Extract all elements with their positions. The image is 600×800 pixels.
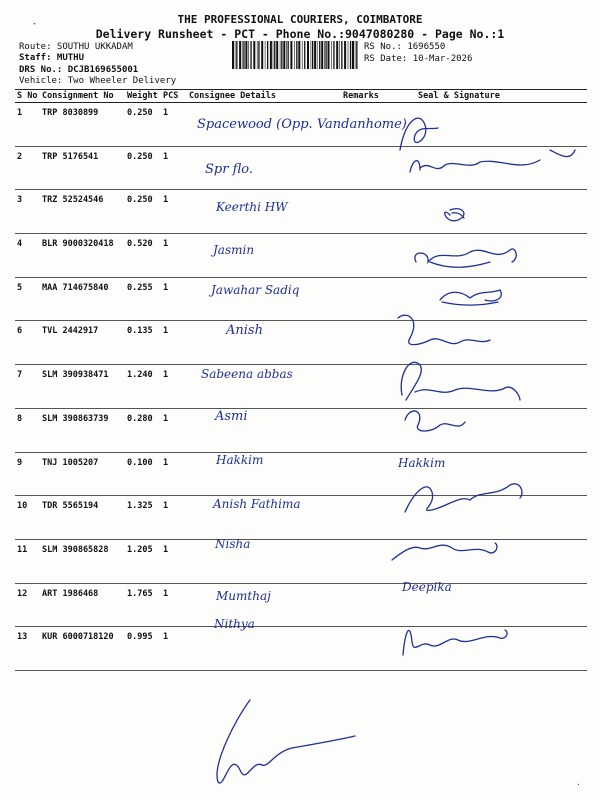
handwritten-signature-12: Deepika <box>402 580 452 594</box>
col-sno: S No <box>15 90 40 103</box>
row-remarks <box>341 408 396 452</box>
bottom-signature <box>217 700 355 783</box>
row-pcs: 1 <box>161 234 187 278</box>
row-consignment: TRP 8030899 <box>40 103 125 147</box>
table-row <box>15 146 587 190</box>
corner-mark: ・ <box>30 20 40 30</box>
table-row <box>15 496 587 540</box>
row-weight: 1.325 <box>125 496 161 540</box>
handwritten-signature-9: Hakkim <box>398 456 446 470</box>
handwritten-consignee-4: Jasmin <box>213 243 255 257</box>
row-pcs: 1 <box>161 496 187 540</box>
row-remarks <box>341 321 396 365</box>
row-pcs: 1 <box>161 190 187 234</box>
table-row <box>15 583 587 627</box>
handwritten-consignee-7: Sabeena abbas <box>201 367 293 381</box>
col-remarks: Remarks <box>341 90 396 103</box>
col-pcs: PCS <box>161 90 187 103</box>
row-consignment: SLM 390865828 <box>40 539 125 583</box>
barcode-image <box>232 41 359 69</box>
row-consignee <box>187 539 341 583</box>
table-row <box>15 190 587 234</box>
row-remarks <box>341 627 396 671</box>
table-row <box>15 627 587 671</box>
row-sno: 9 <box>15 452 40 496</box>
row-consignment: MAA 714675840 <box>40 277 125 321</box>
col-weight: Weight <box>125 90 161 103</box>
row-signature <box>396 277 587 321</box>
handwritten-consignee-10: Anish Fathima <box>213 497 301 511</box>
table-row <box>15 539 587 583</box>
row-pcs: 1 <box>161 103 187 147</box>
runsheet-table <box>15 89 587 671</box>
row-signature <box>396 496 587 540</box>
table-row <box>15 408 587 452</box>
row-pcs: 1 <box>161 539 187 583</box>
staff-label: Staff: MUTHU <box>19 53 85 63</box>
row-pcs: 1 <box>161 627 187 671</box>
row-signature <box>396 321 587 365</box>
row-consignment: TRZ 52524546 <box>40 190 125 234</box>
row-consignee <box>187 321 341 365</box>
row-remarks <box>341 452 396 496</box>
row-consignment: TNJ 1005207 <box>40 452 125 496</box>
row-weight: 1.205 <box>125 539 161 583</box>
row-weight: 0.255 <box>125 277 161 321</box>
row-consignment: TDR 5565194 <box>40 496 125 540</box>
row-remarks <box>341 583 396 627</box>
row-signature <box>396 408 587 452</box>
row-remarks <box>341 496 396 540</box>
row-weight: 0.250 <box>125 190 161 234</box>
row-remarks <box>341 190 396 234</box>
table-header-row <box>15 90 587 103</box>
row-signature <box>396 234 587 278</box>
company-title: THE PROFESSIONAL COURIERS, COIMBATORE <box>177 13 423 26</box>
col-consignee: Consignee Details <box>187 90 341 103</box>
row-consignment: BLR 9000320418 <box>40 234 125 278</box>
row-pcs: 1 <box>161 321 187 365</box>
handwritten-consignee-6: Anish <box>226 323 263 338</box>
corner-dot: . <box>576 778 581 787</box>
row-sno: 8 <box>15 408 40 452</box>
row-weight: 0.100 <box>125 452 161 496</box>
table-row <box>15 321 587 365</box>
row-consignment: ART 1986468 <box>40 583 125 627</box>
row-remarks <box>341 146 396 190</box>
handwritten-consignee-12: Mumthaj <box>216 589 271 603</box>
rs-number: RS No.: 1696550 <box>364 42 446 52</box>
handwritten-consignee-2: Spr flo. <box>205 162 253 177</box>
row-consignee <box>187 408 341 452</box>
handwritten-consignee-13: Nithya <box>214 617 255 631</box>
row-weight: 1.765 <box>125 583 161 627</box>
row-signature <box>396 627 587 671</box>
row-remarks <box>341 277 396 321</box>
row-signature <box>396 103 587 147</box>
row-sno: 2 <box>15 146 40 190</box>
row-consignment: KUR 6000718120 <box>40 627 125 671</box>
table-row <box>15 277 587 321</box>
row-weight: 0.135 <box>125 321 161 365</box>
route-label: Route: SOUTHU UKKADAM <box>19 42 133 52</box>
handwritten-consignee-8: Asmi <box>215 409 248 424</box>
row-consignee <box>187 627 341 671</box>
row-signature <box>396 365 587 409</box>
handwritten-consignee-11: Nisha <box>215 537 251 551</box>
row-weight: 0.280 <box>125 408 161 452</box>
row-pcs: 1 <box>161 277 187 321</box>
rs-date: RS Date: 10-Mar-2026 <box>364 54 473 64</box>
col-consignment: Consignment No <box>40 90 125 103</box>
row-sno: 3 <box>15 190 40 234</box>
row-sno: 1 <box>15 103 40 147</box>
drs-number: DRS No.: DCJB169655001 <box>19 65 139 75</box>
handwritten-consignee-3: Keerthi HW <box>216 200 288 214</box>
row-signature <box>396 146 587 190</box>
row-sno: 11 <box>15 539 40 583</box>
row-weight: 0.520 <box>125 234 161 278</box>
table-row <box>15 365 587 409</box>
row-pcs: 1 <box>161 583 187 627</box>
row-weight: 0.995 <box>125 627 161 671</box>
row-pcs: 1 <box>161 408 187 452</box>
row-signature <box>396 539 587 583</box>
row-pcs: 1 <box>161 452 187 496</box>
vehicle-label: Vehicle: Two Wheeler Delivery <box>19 76 177 86</box>
row-remarks <box>341 539 396 583</box>
row-sno: 5 <box>15 277 40 321</box>
row-weight: 1.240 <box>125 365 161 409</box>
row-consignment: TRP 5176541 <box>40 146 125 190</box>
table-row <box>15 452 587 496</box>
row-sno: 4 <box>15 234 40 278</box>
row-weight: 0.250 <box>125 103 161 147</box>
row-remarks <box>341 234 396 278</box>
handwritten-consignee-1: Spacewood (Opp. Vandanhome) <box>197 117 407 132</box>
row-sno: 10 <box>15 496 40 540</box>
row-sno: 7 <box>15 365 40 409</box>
table-row <box>15 234 587 278</box>
row-consignee <box>187 452 341 496</box>
row-signature <box>396 190 587 234</box>
row-consignment: SLM 390863739 <box>40 408 125 452</box>
row-sno: 12 <box>15 583 40 627</box>
handwritten-consignee-9: Hakkim <box>216 453 264 467</box>
row-consignment: TVL 2442917 <box>40 321 125 365</box>
runsheet-title: Delivery Runsheet - PCT - Phone No.:9047080280 - Page No.:1 <box>95 27 505 41</box>
row-pcs: 1 <box>161 146 187 190</box>
handwritten-consignee-5: Jawahar Sadiq <box>211 283 300 297</box>
row-remarks <box>341 365 396 409</box>
row-sno: 6 <box>15 321 40 365</box>
row-consignee <box>187 234 341 278</box>
row-weight: 0.250 <box>125 146 161 190</box>
col-seal: Seal & Signature <box>396 90 587 103</box>
row-sno: 13 <box>15 627 40 671</box>
row-pcs: 1 <box>161 365 187 409</box>
row-consignment: SLM 390938471 <box>40 365 125 409</box>
